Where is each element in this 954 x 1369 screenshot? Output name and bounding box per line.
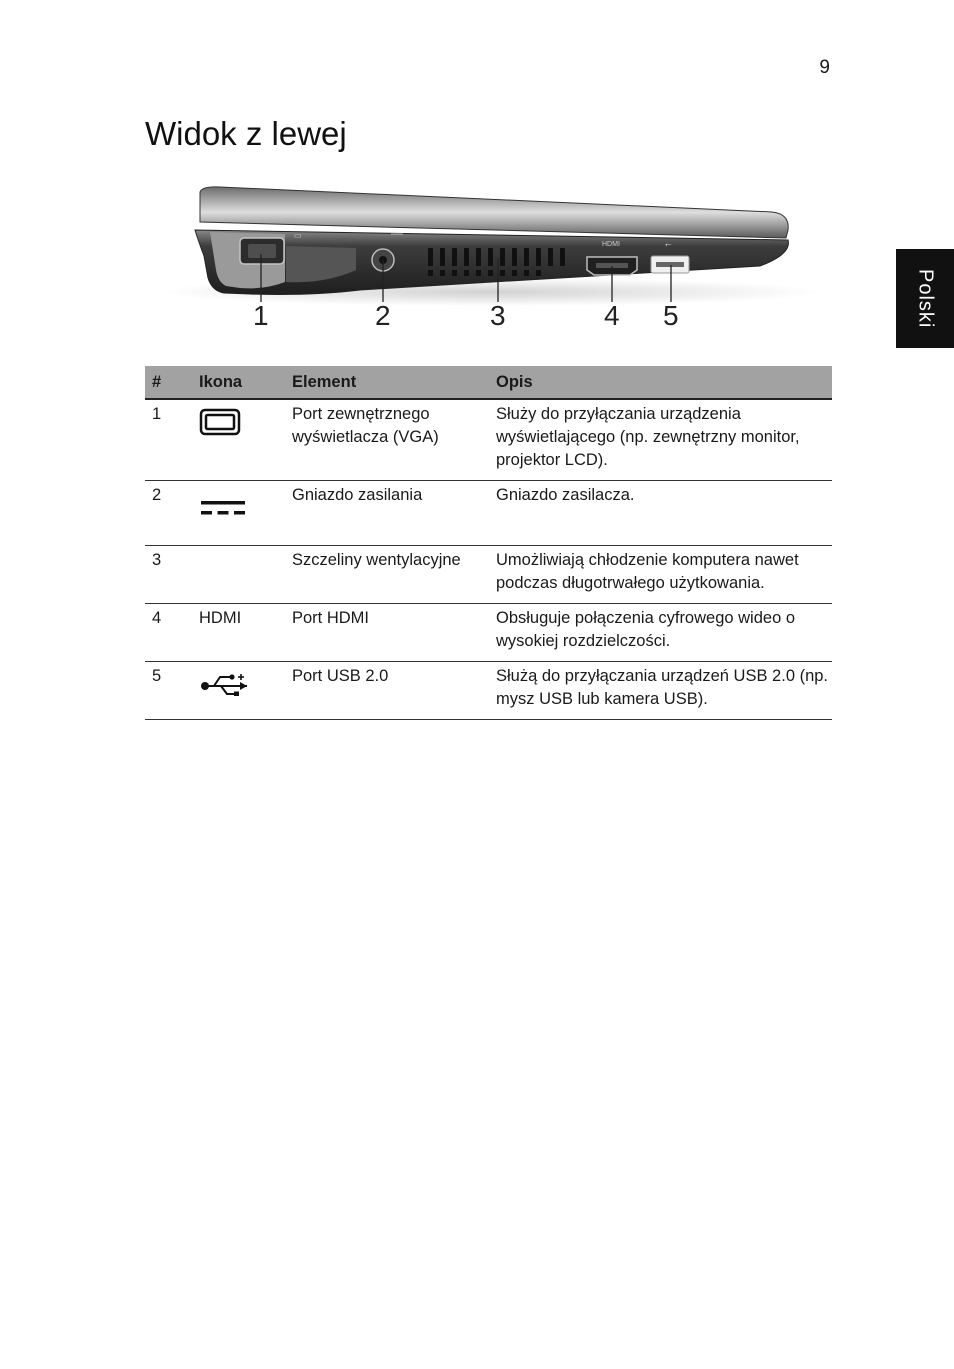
row-number: 3: [145, 546, 192, 604]
row-description: Służy do przyłączania urządzenia wyświetlającego (np. zewnętrzny monitor, projektor LCD).: [489, 399, 832, 481]
usb-icon: [199, 670, 249, 696]
row-icon: [192, 662, 285, 720]
header-icon: Ikona: [192, 366, 285, 399]
table-row: [145, 399, 832, 481]
row-description: Umożliwiają chłodzenie komputera nawet podczas długotrwałego użytkowania.: [489, 546, 832, 604]
row-element: Port USB 2.0: [285, 662, 489, 720]
row-element: Gniazdo zasilania: [285, 481, 489, 546]
row-number: 1: [145, 399, 192, 481]
row-icon: [192, 399, 285, 481]
header-description: Opis: [489, 366, 832, 399]
callout-2: 2: [375, 300, 391, 331]
row-number: 2: [145, 481, 192, 546]
svg-text:▭: ▭: [294, 231, 302, 240]
row-icon: [192, 546, 285, 604]
row-number: 4: [145, 604, 192, 662]
row-element: Port HDMI: [285, 604, 489, 662]
table-row: [145, 481, 832, 546]
row-icon: [192, 481, 285, 546]
row-description: Służą do przyłączania urządzeń USB 2.0 (np. mysz USB lub kamera USB).: [489, 662, 832, 720]
row-description: Gniazdo zasilacza.: [489, 481, 832, 546]
page-title: Widok z lewej: [145, 115, 347, 152]
vga-icon: [199, 408, 241, 436]
table-row: [145, 546, 832, 604]
callout-1: 1: [253, 300, 269, 331]
row-number: 5: [145, 662, 192, 720]
vga-port: [240, 238, 284, 264]
svg-text:⭠: ⭠: [665, 240, 672, 249]
dc-power-icon: [199, 489, 247, 517]
row-element: Szczeliny wentylacyjne: [285, 546, 489, 604]
row-description: Obsługuje połączenia cyfrowego wideo o wysokiej rozdzielczości.: [489, 604, 832, 662]
laptop-lid: [200, 187, 788, 238]
row-element: Port zewnętrznego wyświetlacza (VGA): [285, 399, 489, 481]
language-tab: [896, 249, 954, 348]
table-header-row: [145, 366, 832, 399]
table-row: [145, 604, 832, 662]
header-element: Element: [285, 366, 489, 399]
language-tab-label: Polski: [914, 268, 937, 329]
table-row: [145, 662, 832, 720]
hdmi-marking: HDMI: [602, 241, 620, 248]
header-num: #: [145, 366, 192, 399]
page-number: 9: [819, 57, 830, 78]
row-icon-text: HDMI: [192, 604, 285, 662]
callout-4: 4: [604, 300, 620, 331]
callout-3: 3: [490, 300, 506, 331]
ports-table: [145, 366, 832, 720]
callout-5: 5: [663, 300, 679, 331]
